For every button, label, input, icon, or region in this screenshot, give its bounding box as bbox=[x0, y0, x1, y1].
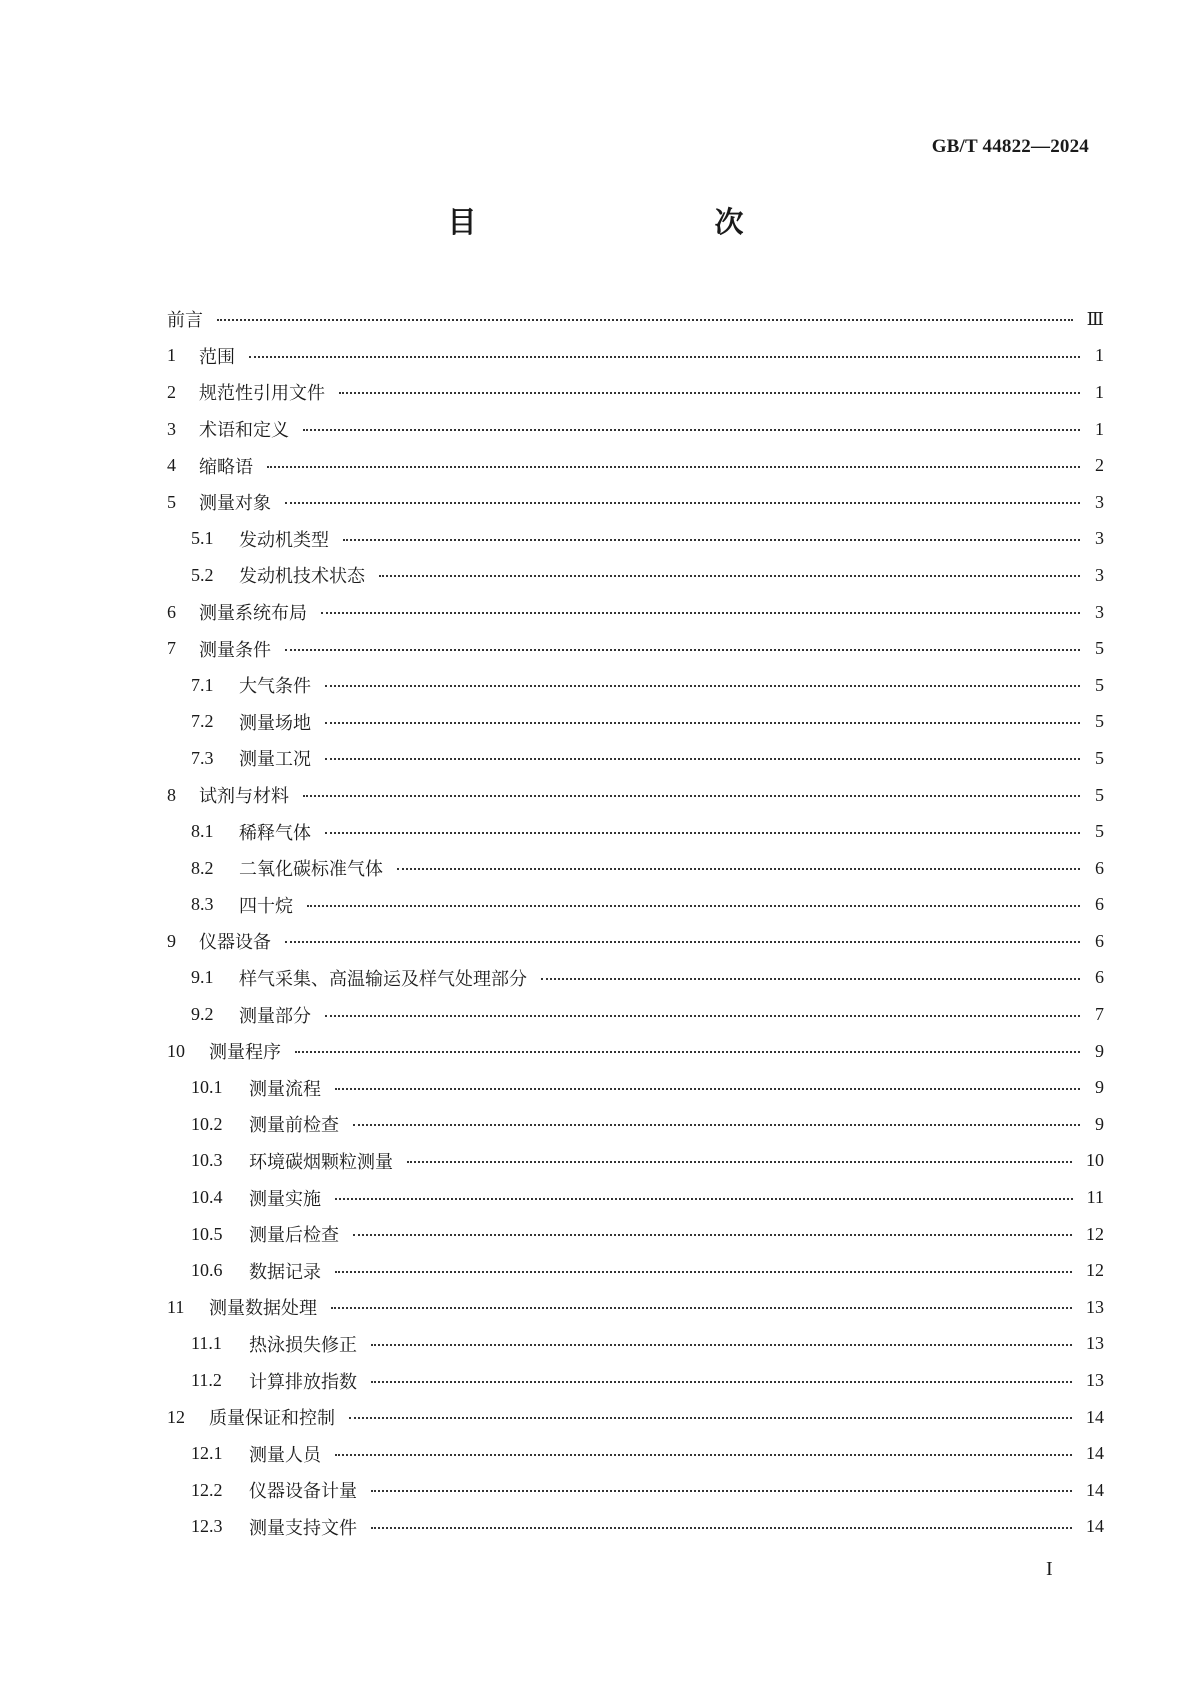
toc-entry-label: 热泳损失修正 bbox=[249, 1334, 357, 1356]
toc-entry-page: 3 bbox=[1095, 491, 1104, 512]
dot-leader bbox=[331, 1307, 1072, 1309]
toc-entry-page: 5 bbox=[1095, 638, 1104, 659]
toc-entry[interactable] bbox=[167, 301, 1104, 338]
dot-leader bbox=[335, 1454, 1072, 1456]
toc-entry[interactable] bbox=[167, 374, 1104, 411]
toc-entry-page: 9 bbox=[1095, 1040, 1104, 1061]
dot-leader bbox=[335, 1271, 1072, 1273]
toc-entry-page: 9 bbox=[1095, 1077, 1104, 1098]
dot-leader bbox=[325, 1015, 1080, 1017]
toc-entry-label: 二氧化碳标准气体 bbox=[239, 859, 383, 881]
dot-leader bbox=[397, 868, 1080, 870]
toc-entry-label: 仪器设备计量 bbox=[249, 1481, 357, 1503]
toc-entry-label: 测量部分 bbox=[239, 1005, 311, 1027]
toc-entry-number: 8.2 bbox=[191, 857, 214, 878]
toc-entry-label: 环境碳烟颗粒测量 bbox=[249, 1151, 393, 1173]
toc-entry-number: 10.1 bbox=[191, 1077, 223, 1098]
toc-entry[interactable] bbox=[167, 1326, 1104, 1363]
toc-entry-label: 测量数据处理 bbox=[209, 1298, 317, 1320]
toc-entry-number: 10.2 bbox=[191, 1113, 223, 1134]
toc-entry-page: 5 bbox=[1095, 784, 1104, 805]
toc-entry[interactable] bbox=[167, 1399, 1104, 1436]
toc-entry-label: 测量程序 bbox=[209, 1042, 281, 1064]
toc-entry-number: 11 bbox=[167, 1296, 185, 1317]
dot-leader bbox=[371, 1527, 1072, 1529]
toc-entry-page: 6 bbox=[1095, 894, 1104, 915]
dot-leader bbox=[217, 319, 1073, 321]
dot-leader bbox=[371, 1490, 1072, 1492]
dot-leader bbox=[267, 466, 1080, 468]
toc-entry-page: 7 bbox=[1095, 1004, 1104, 1025]
toc-entry-page: 14 bbox=[1086, 1443, 1104, 1464]
toc-entry-label: 发动机技术状态 bbox=[239, 566, 365, 588]
dot-leader bbox=[353, 1124, 1080, 1126]
toc-entry-number: 5.2 bbox=[191, 564, 214, 585]
toc-entry-label: 测量前检查 bbox=[249, 1115, 339, 1137]
toc-entry-label: 测量工况 bbox=[239, 749, 311, 771]
toc-entry-label: 稀释气体 bbox=[239, 822, 311, 844]
toc-entry[interactable] bbox=[167, 923, 1104, 960]
dot-leader bbox=[335, 1198, 1073, 1200]
toc-entry-label: 测量人员 bbox=[249, 1444, 321, 1466]
toc-entry-page: Ⅲ bbox=[1086, 308, 1104, 329]
toc-entry-number: 11.2 bbox=[191, 1370, 222, 1391]
toc-entry-page: 11 bbox=[1086, 1187, 1104, 1208]
toc-entry-page: 14 bbox=[1086, 1406, 1104, 1427]
toc-entry-number: 10.3 bbox=[191, 1150, 223, 1171]
dot-leader bbox=[379, 575, 1080, 577]
toc-entry-label: 样气采集、高温输运及样气处理部分 bbox=[239, 968, 527, 990]
toc-entry-number: 10 bbox=[167, 1040, 185, 1061]
toc-entry-page: 14 bbox=[1086, 1479, 1104, 1500]
toc-entry[interactable] bbox=[167, 1435, 1104, 1472]
toc-entry-label: 范围 bbox=[199, 346, 235, 368]
dot-leader bbox=[371, 1344, 1072, 1346]
toc-entry-number: 9.2 bbox=[191, 1004, 214, 1025]
toc-entry-number: 9 bbox=[167, 930, 176, 951]
toc-entry-page: 5 bbox=[1095, 821, 1104, 842]
toc-entry[interactable] bbox=[167, 1472, 1104, 1509]
toc-entry-page: 12 bbox=[1086, 1260, 1104, 1281]
toc-entry-page: 3 bbox=[1095, 528, 1104, 549]
toc-entry-page: 6 bbox=[1095, 967, 1104, 988]
toc-entry-page: 13 bbox=[1086, 1296, 1104, 1317]
toc-entry-label: 发动机类型 bbox=[239, 529, 329, 551]
toc-entry-page: 5 bbox=[1095, 747, 1104, 768]
toc-entry-number: 7.3 bbox=[191, 747, 214, 768]
toc-entry[interactable] bbox=[167, 850, 1104, 887]
dot-leader bbox=[349, 1417, 1072, 1419]
toc-entry-label: 缩略语 bbox=[199, 456, 253, 478]
toc-entry-label: 质量保证和控制 bbox=[209, 1408, 335, 1430]
toc-entry-page: 13 bbox=[1086, 1333, 1104, 1354]
toc-entry-number: 2 bbox=[167, 381, 176, 402]
toc-entry-page: 14 bbox=[1086, 1516, 1104, 1537]
toc-entry[interactable] bbox=[167, 960, 1104, 997]
toc-entry-page: 3 bbox=[1095, 601, 1104, 622]
toc-entry-number: 5 bbox=[167, 491, 176, 512]
dot-leader bbox=[325, 832, 1080, 834]
toc-entry-number: 8.3 bbox=[191, 894, 214, 915]
toc-entry[interactable] bbox=[167, 484, 1104, 521]
toc-entry[interactable] bbox=[167, 1033, 1104, 1070]
toc-entry[interactable] bbox=[167, 740, 1104, 777]
dot-leader bbox=[325, 685, 1080, 687]
toc-entry[interactable] bbox=[167, 594, 1104, 631]
toc-entry-page: 13 bbox=[1086, 1370, 1104, 1391]
dot-leader bbox=[325, 758, 1080, 760]
toc-entry-page: 1 bbox=[1095, 418, 1104, 439]
toc-entry-label: 测量对象 bbox=[199, 493, 271, 515]
dot-leader bbox=[307, 905, 1080, 907]
toc-entry-label: 测量场地 bbox=[239, 712, 311, 734]
dot-leader bbox=[325, 722, 1080, 724]
dot-leader bbox=[407, 1161, 1072, 1163]
dot-leader bbox=[303, 429, 1080, 431]
dot-leader bbox=[285, 502, 1080, 504]
toc-entry-page: 10 bbox=[1086, 1150, 1104, 1171]
toc-entry[interactable] bbox=[167, 411, 1104, 448]
toc-entry-number: 1 bbox=[167, 345, 176, 366]
toc-entry-label: 测量后检查 bbox=[249, 1225, 339, 1247]
toc-entry-label: 大气条件 bbox=[239, 676, 311, 698]
table-of-contents bbox=[167, 301, 1104, 1545]
toc-entry[interactable] bbox=[167, 1252, 1104, 1289]
page-title: 目 次 bbox=[447, 205, 804, 239]
standard-code: GB/T 44822—2024 bbox=[931, 136, 1089, 157]
toc-entry-number: 12.2 bbox=[191, 1479, 223, 1500]
toc-entry-number: 3 bbox=[167, 418, 176, 439]
toc-entry-number: 8 bbox=[167, 784, 176, 805]
toc-entry-number: 11.1 bbox=[191, 1333, 222, 1354]
dot-leader bbox=[335, 1088, 1080, 1090]
toc-entry-label: 测量条件 bbox=[199, 639, 271, 661]
toc-entry-label: 测量实施 bbox=[249, 1188, 321, 1210]
dot-leader bbox=[249, 356, 1080, 358]
toc-entry-page: 12 bbox=[1086, 1223, 1104, 1244]
toc-entry-page: 6 bbox=[1095, 857, 1104, 878]
toc-entry[interactable] bbox=[167, 1106, 1104, 1143]
toc-entry[interactable] bbox=[167, 887, 1104, 924]
toc-entry-label: 前言 bbox=[167, 310, 203, 332]
toc-entry-label: 计算排放指数 bbox=[249, 1371, 357, 1393]
toc-entry[interactable] bbox=[167, 1509, 1104, 1546]
toc-entry-number: 8.1 bbox=[191, 821, 214, 842]
dot-leader bbox=[339, 392, 1080, 394]
toc-entry-label: 规范性引用文件 bbox=[199, 383, 325, 405]
dot-leader bbox=[343, 539, 1080, 541]
toc-entry-label: 试剂与材料 bbox=[199, 786, 289, 808]
toc-entry[interactable] bbox=[167, 1179, 1104, 1216]
dot-leader bbox=[295, 1051, 1080, 1053]
toc-entry[interactable] bbox=[167, 1216, 1104, 1253]
toc-entry[interactable] bbox=[167, 1362, 1104, 1399]
toc-entry-page: 5 bbox=[1095, 674, 1104, 695]
page-number: I bbox=[1046, 1558, 1053, 1580]
toc-entry[interactable] bbox=[167, 777, 1104, 814]
toc-entry-label: 仪器设备 bbox=[199, 932, 271, 954]
toc-entry-number: 7.1 bbox=[191, 674, 214, 695]
toc-entry-number: 6 bbox=[167, 601, 176, 622]
dot-leader bbox=[285, 941, 1080, 943]
toc-entry[interactable] bbox=[167, 813, 1104, 850]
toc-entry[interactable] bbox=[167, 1069, 1104, 1106]
toc-entry-number: 10.4 bbox=[191, 1187, 223, 1208]
toc-entry-page: 3 bbox=[1095, 564, 1104, 585]
toc-entry-number: 7 bbox=[167, 638, 176, 659]
toc-entry[interactable] bbox=[167, 338, 1104, 375]
toc-entry-number: 4 bbox=[167, 455, 176, 476]
toc-entry-label: 术语和定义 bbox=[199, 420, 289, 442]
toc-entry-page: 1 bbox=[1095, 345, 1104, 366]
toc-entry-page: 9 bbox=[1095, 1113, 1104, 1134]
toc-entry-label: 测量流程 bbox=[249, 1078, 321, 1100]
dot-leader bbox=[285, 649, 1080, 651]
toc-entry-label: 测量系统布局 bbox=[199, 603, 307, 625]
toc-entry[interactable] bbox=[167, 630, 1104, 667]
toc-entry[interactable] bbox=[167, 1143, 1104, 1180]
toc-entry-page: 6 bbox=[1095, 930, 1104, 951]
dot-leader bbox=[303, 795, 1080, 797]
toc-entry-number: 12 bbox=[167, 1406, 185, 1427]
toc-entry-label: 数据记录 bbox=[249, 1261, 321, 1283]
dot-leader bbox=[321, 612, 1080, 614]
toc-entry-label: 测量支持文件 bbox=[249, 1517, 357, 1539]
toc-entry[interactable] bbox=[167, 521, 1104, 558]
toc-entry-page: 2 bbox=[1095, 455, 1104, 476]
toc-entry[interactable] bbox=[167, 557, 1104, 594]
toc-entry-number: 12.1 bbox=[191, 1443, 223, 1464]
dot-leader bbox=[353, 1234, 1072, 1236]
toc-entry-number: 10.5 bbox=[191, 1223, 223, 1244]
toc-entry-number: 9.1 bbox=[191, 967, 214, 988]
dot-leader bbox=[541, 978, 1080, 980]
toc-entry[interactable] bbox=[167, 704, 1104, 741]
toc-entry[interactable] bbox=[167, 447, 1104, 484]
toc-entry-number: 5.1 bbox=[191, 528, 214, 549]
toc-entry[interactable] bbox=[167, 996, 1104, 1033]
toc-entry-page: 5 bbox=[1095, 711, 1104, 732]
toc-entry-page: 1 bbox=[1095, 381, 1104, 402]
toc-entry-number: 12.3 bbox=[191, 1516, 223, 1537]
dot-leader bbox=[371, 1381, 1072, 1383]
toc-entry[interactable] bbox=[167, 667, 1104, 704]
toc-entry[interactable] bbox=[167, 1289, 1104, 1326]
toc-entry-number: 10.6 bbox=[191, 1260, 223, 1281]
toc-entry-number: 7.2 bbox=[191, 711, 214, 732]
toc-entry-label: 四十烷 bbox=[239, 895, 293, 917]
